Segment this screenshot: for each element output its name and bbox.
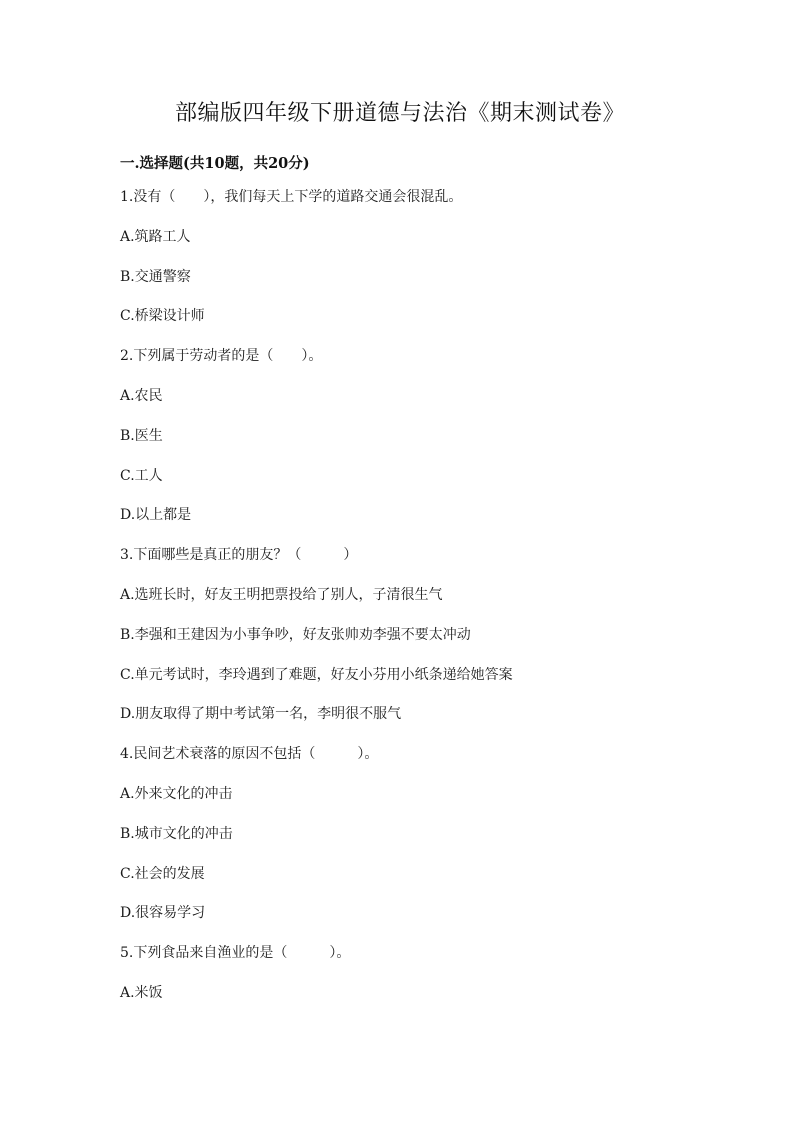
option-3b: B.李强和王建因为小事争吵，好友张帅劝李强不要太冲动: [120, 626, 471, 643]
question-list: [120, 184, 700, 1020]
question-stem-2: 2.下列属于劳动者的是（ ）。: [120, 348, 323, 365]
document-title: 部编版四年级下册道德与法治《期末测试卷》: [174, 101, 625, 126]
option-3c: C.单元考试时，李玲遇到了难题，好友小芬用小纸条递给她答案: [120, 666, 513, 683]
question-stem-1: 1.没有（ ），我们每天上下学的道路交通会很混乱。: [120, 189, 463, 205]
option-5a: A.米饭: [120, 984, 163, 1001]
option-3d: D.朋友取得了期中考试第一名，李明很不服气: [120, 706, 402, 723]
option-1b: B.交通警察: [120, 268, 191, 285]
question-stem-5: 5.下列食品来自渔业的是（ ）。: [120, 945, 351, 962]
option-4c: C.社会的发展: [120, 865, 205, 882]
option-2d: D.以上都是: [120, 507, 192, 524]
option-1c: C.桥梁设计师: [120, 308, 205, 325]
option-2b: B.医生: [120, 427, 163, 444]
option-4d: D.很容易学习: [120, 905, 206, 922]
option-2c: C.工人: [120, 467, 163, 484]
question-stem-4: 4.民间艺术衰落的原因不包括（ ）。: [120, 746, 379, 763]
section-heading: 一.选择题(共10题，共20分): [120, 155, 310, 172]
question-stem-3: 3.下面哪些是真正的朋友？（ ）: [120, 547, 358, 564]
option-1a: A.筑路工人: [120, 228, 191, 245]
option-4b: B.城市文化的冲击: [120, 825, 233, 842]
option-3a: A.选班长时，好友王明把票投给了别人，子清很生气: [120, 586, 443, 603]
option-2a: A.农民: [120, 387, 163, 404]
option-4a: A.外来文化的冲击: [120, 785, 233, 802]
